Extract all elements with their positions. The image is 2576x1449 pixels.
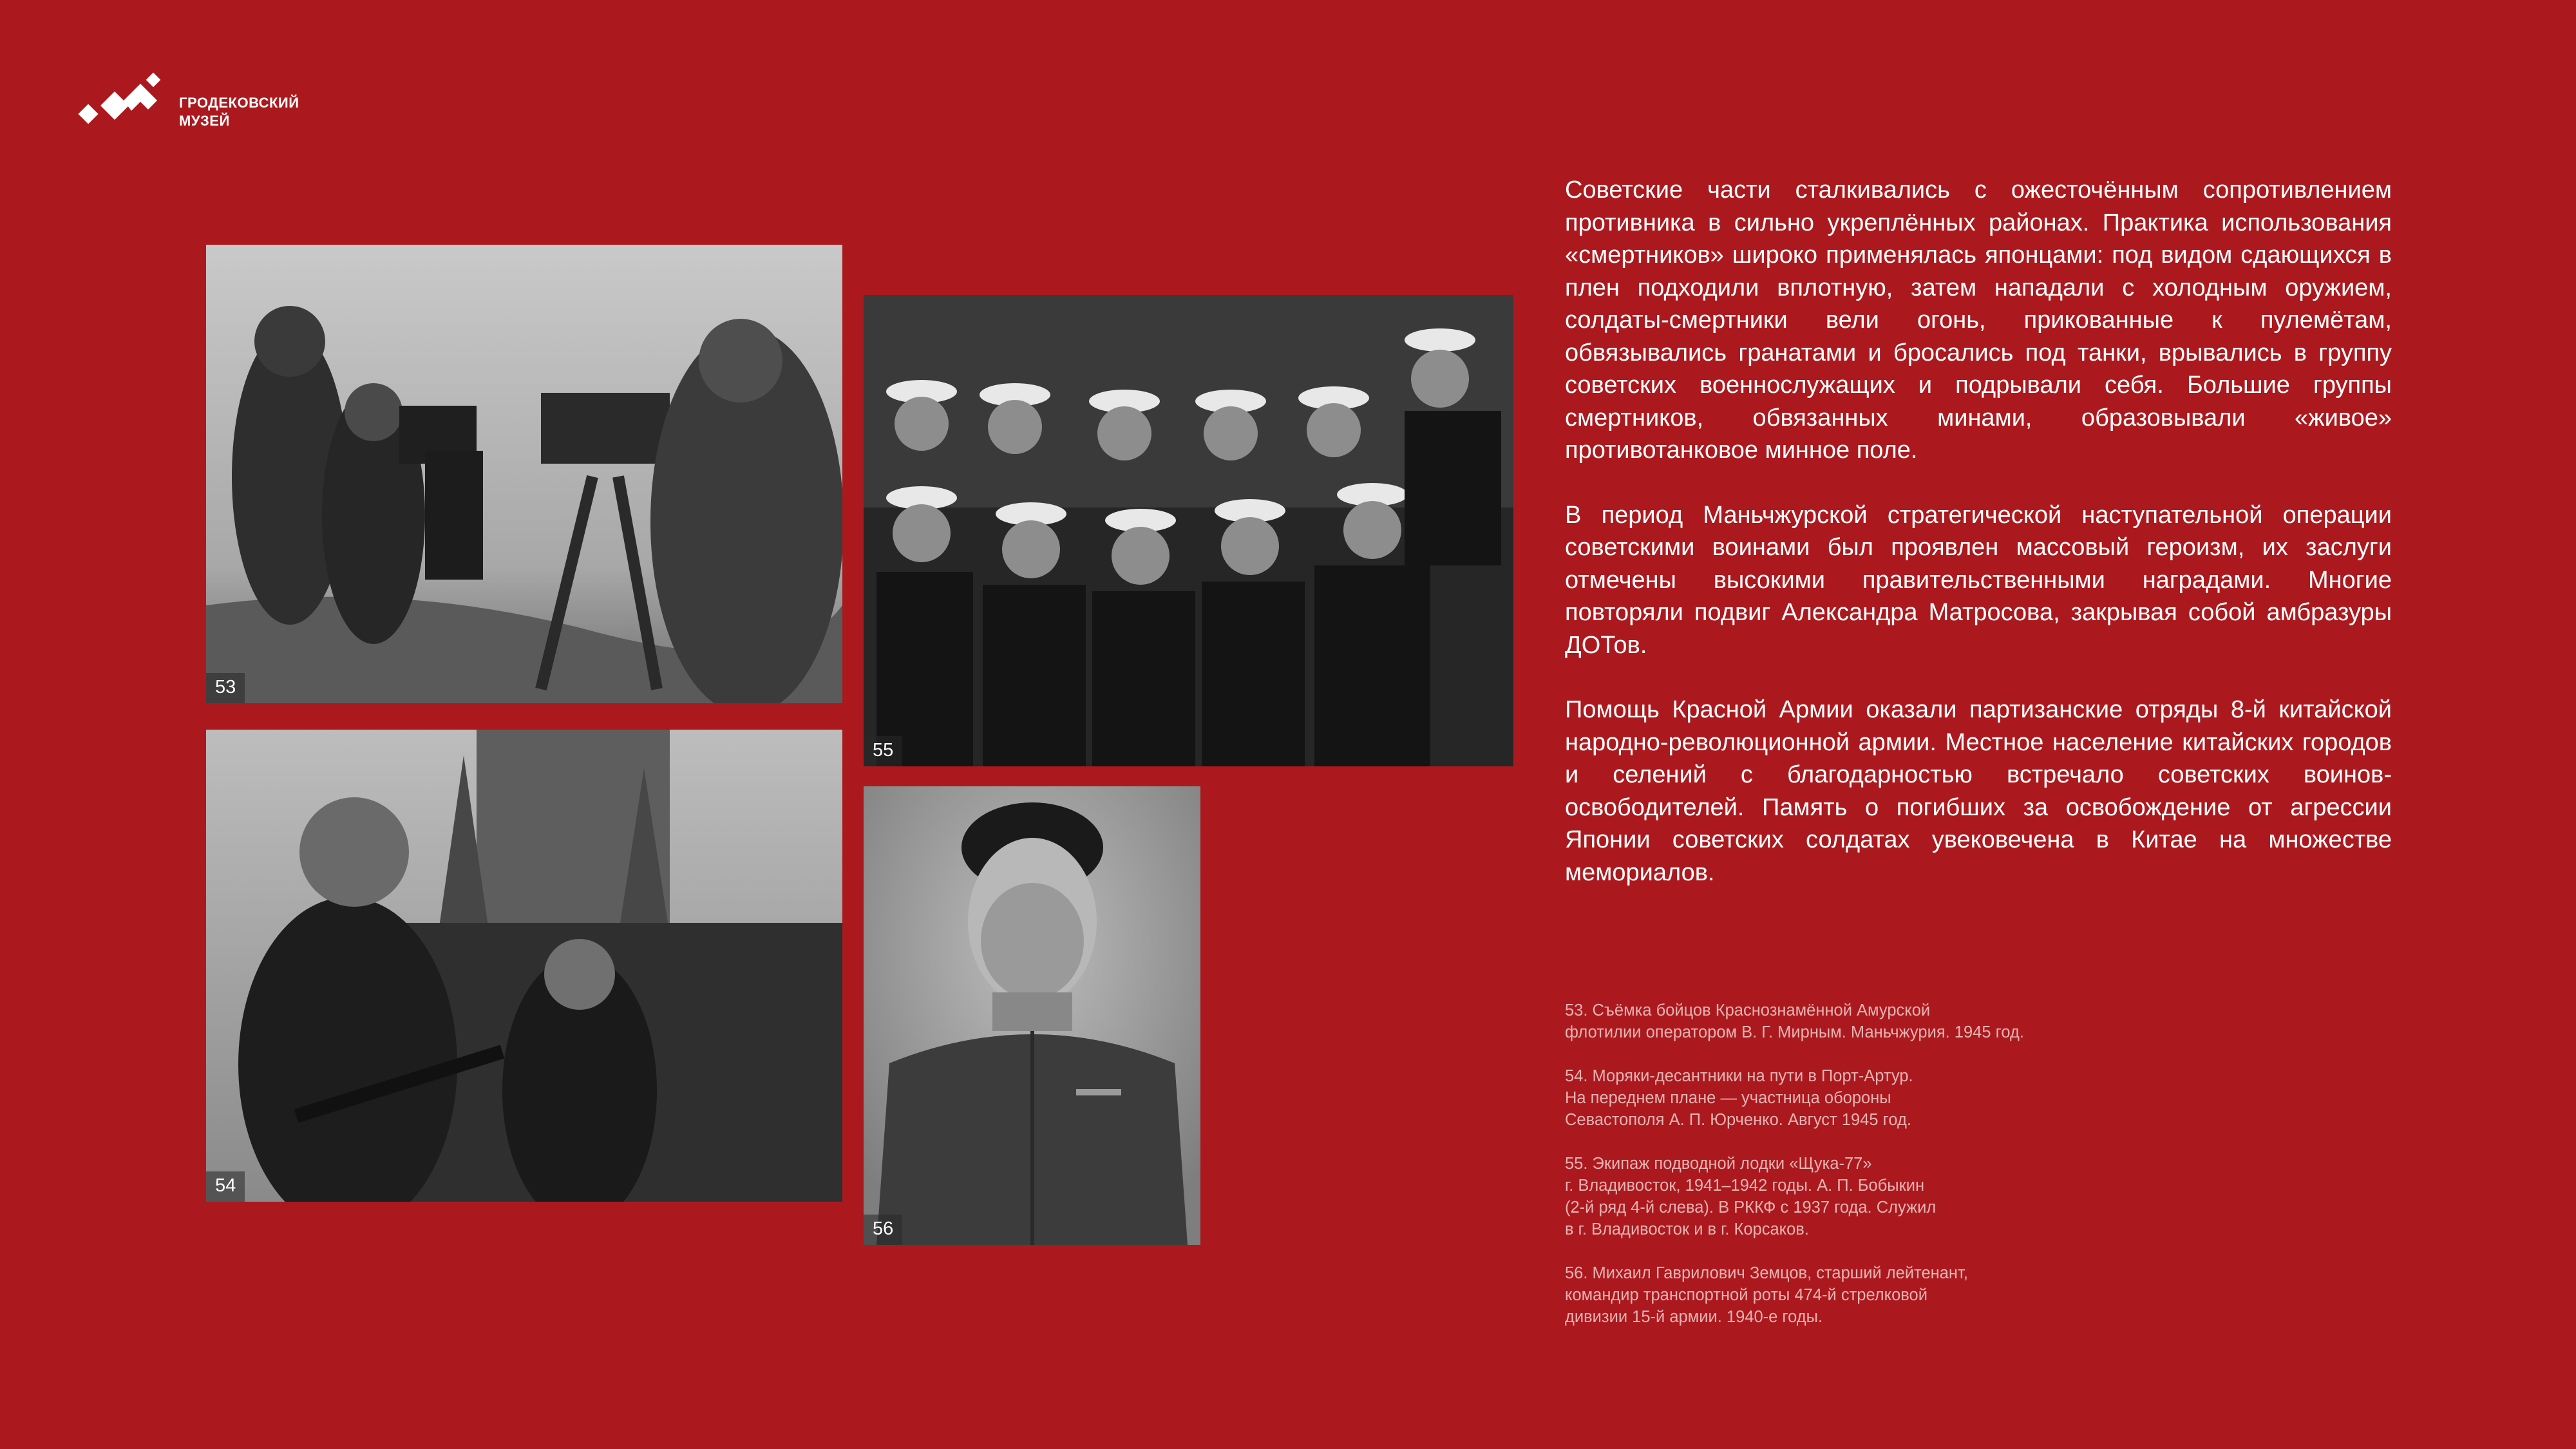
photo-56-image xyxy=(864,786,1200,1245)
photo-53-number: 53 xyxy=(206,673,245,703)
logo-line-1: ГРОДЕКОВСКИЙ xyxy=(179,95,299,111)
caption-54: 54. Моряки-десантники на пути в Порт-Артур. На переднем плане — участница обороны Севастополя А. П. Юрченко. Август 1945 год. xyxy=(1565,1067,1913,1129)
logo-line-2: МУЗЕЙ xyxy=(179,113,230,129)
paragraph-1: Советские части сталкивались с ожесточённым сопротивлением противника в сильно укреплённых районах. Практика использования «смертников» широко применялась японцами: под видом сдающихся в плен подходили вплотную, затем нападали с холодным оружием, солдаты-смертники вели огонь, прикованные к пулемётам, обвязывались гранатами и бросались под танки, врывались в группу советских военнослужащих и подрывали себя. Большие группы смертников, обвязанных минами, образовывали «живое» противотанковое минное поле. xyxy=(1565,176,2392,464)
paragraph-3: Помощь Красной Армии оказали партизанские отряды 8-й китайской народно-революционной армии. Местное население китайских городов и селений с благодарностью встречало советских воинов-освободителей. Память о погибших за освобождение от агрессии Японии советских солдатах увековечена в Китае на множестве мемориалов. xyxy=(1565,696,2392,886)
photo-56 xyxy=(864,786,1200,1245)
photo-captions xyxy=(1565,999,2145,1350)
photo-54 xyxy=(206,730,842,1202)
paragraph-2: В период Маньчжурской стратегической наступательной операции советскими воинами был проявлен массовый героизм, их заслуги отмечены высокими правительственными наградами. Многие повторяли подвиг Александра Матросова, закрывая собой амбразуры ДОТов. xyxy=(1565,501,2392,659)
photo-55-image xyxy=(864,295,1513,766)
photo-54-image xyxy=(206,730,842,1202)
photo-54-number: 54 xyxy=(206,1171,245,1202)
museum-logo xyxy=(76,70,308,134)
photo-55 xyxy=(864,295,1513,766)
museum-logo-text xyxy=(179,94,299,130)
photo-55-number: 55 xyxy=(864,736,902,766)
museum-logo-icon xyxy=(76,70,173,134)
photo-53 xyxy=(206,245,842,703)
photo-53-image xyxy=(206,245,842,703)
caption-56: 56. Михаил Гаврилович Земцов, старший лейтенант, командир транспортной роты 474-й стрелковой дивизии 15-й армии. 1940-е годы. xyxy=(1565,1264,1968,1326)
caption-55: 55. Экипаж подводной лодки «Щука-77» г. Владивосток, 1941–1942 годы. А. П. Бобыкин (2-й ряд 4-й слева). В РККФ с 1937 года. Служил в г. Владивосток и в г. Корсаков. xyxy=(1565,1155,1937,1238)
photo-56-number: 56 xyxy=(864,1215,902,1245)
caption-53: 53. Съёмка бойцов Краснознамённой Амурской флотилии оператором В. Г. Мирным. Маньчжурия. 1945 год. xyxy=(1565,1001,2024,1041)
main-text xyxy=(1565,174,2392,921)
